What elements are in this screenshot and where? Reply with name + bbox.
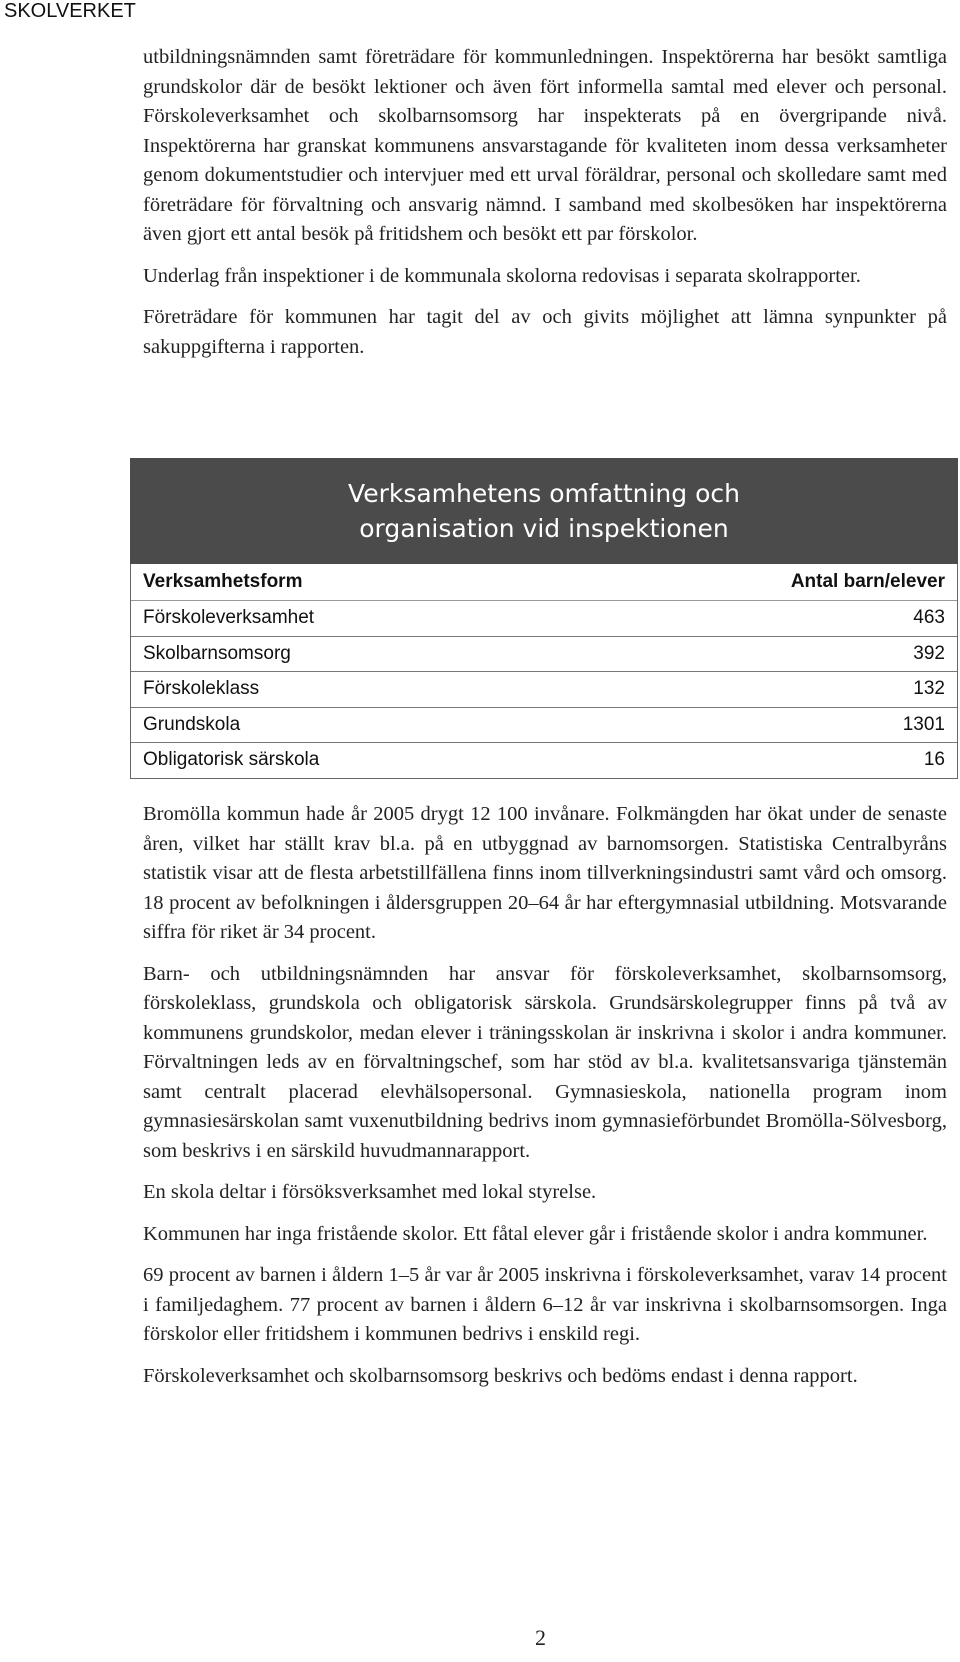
body-text bbox=[143, 800, 947, 1403]
paragraph: Barn- och utbildningsnämnden har ansvar för förskoleverksamhet, skolbarnsomsorg, förskoleklass, grundskola och obligatorisk särskola. Grundsärskolegrupper finns på två av kommunens grundskolor, medan elever i träningsskolan är inskrivna i skolor i andra kommuner. Förvaltningen leds av en förvaltningschef, som har stöd av bl.a. kvalitetsansvariga tjänstemän samt centralt placerad elevhälsopersonal. Gymnasieskola, nationella program inom gymnasiesärskolan samt vuxenutbildning bedrivs inom gymnasieförbundet Bromölla-Sölvesborg, som beskrivs i en särskild huvudmannarapport. bbox=[143, 962, 947, 1162]
table-title-bar bbox=[130, 458, 958, 564]
paragraph: Bromölla kommun hade år 2005 drygt 12 100 invånare. Folkmängden har ökat under de senaste åren, vilket har ställt krav bl.a. på en utbyggnad av barnomsorgen. Statistiska Centralbyråns statistik visar att de flesta arbetstillfällena finns inom tillverkningsindustri samt vård och omsorg. 18 procent av befolkningen i åldersgruppen 20–64 år har eftergymnasial utbildning. Motsvarande siffra för riket är 34 procent. bbox=[143, 803, 947, 943]
row-count: 1301 bbox=[902, 713, 945, 735]
table-row bbox=[131, 742, 957, 778]
table-header-row bbox=[131, 564, 957, 600]
scope-table bbox=[130, 458, 958, 779]
row-form: Skolbarnsomsorg bbox=[143, 642, 291, 664]
paragraph: utbildningsnämnden samt företrädare för kommunledningen. Inspektörerna har besökt samtliga grundskolor där de besökt lektioner och även fört informella samtal med elever och personal. Förskoleverksamhet och skolbarnsomsorg har inspekterats på en övergripande nivå. Inspektörerna har granskat kommunens ansvarstagande för kvaliteten inom dessa verksamheter genom dokumentstudier och intervjuer med ett urval föräldrar, personal och skolledare samt med företrädare för förvaltning och ansvarig nämnd. I samband med skolbesöken har inspektörerna även gjort ett antal besök på fritidshem och besökt ett par förskolor. bbox=[143, 46, 947, 245]
table-title: Verksamhetens omfattning och organisation vid inspektionen bbox=[348, 479, 740, 543]
column-header-form: Verksamhetsform bbox=[143, 571, 303, 592]
row-count: 463 bbox=[913, 607, 945, 629]
table-body bbox=[130, 564, 958, 779]
header-label: SKOLVERKET bbox=[4, 0, 136, 22]
column-header-count: Antal barn/elever bbox=[790, 571, 945, 592]
table-row bbox=[131, 671, 957, 707]
paragraph: En skola deltar i försöksverksamhet med lokal styrelse. bbox=[143, 1181, 597, 1203]
row-count: 392 bbox=[913, 642, 945, 664]
row-form: Obligatorisk särskola bbox=[143, 749, 320, 771]
row-count: 16 bbox=[923, 749, 945, 771]
table-row bbox=[131, 707, 957, 743]
row-form: Förskoleklass bbox=[143, 678, 260, 700]
row-count: 132 bbox=[913, 678, 945, 700]
row-form: Förskoleverksamhet bbox=[143, 607, 315, 629]
table-row bbox=[131, 600, 957, 636]
paragraph: Företrädare för kommunen har tagit del av och givits möjlighet att lämna synpunkter på sakuppgifterna i rapporten. bbox=[143, 306, 947, 358]
paragraph: Förskoleverksamhet och skolbarnsomsorg beskrivs och bedöms endast i denna rapport. bbox=[143, 1364, 858, 1387]
paragraph: Underlag från inspektioner i de kommunala skolorna redovisas i separata skolrapporter. bbox=[143, 264, 861, 287]
table-row bbox=[131, 636, 957, 672]
paragraph: Kommunen har inga fristående skolor. Ett fåtal elever går i fristående skolor i andra kommuner. bbox=[143, 1222, 928, 1245]
intro-text bbox=[143, 43, 947, 374]
page-number: 2 bbox=[535, 1625, 546, 1650]
paragraph: 69 procent av barnen i åldern 1–5 år var år 2005 inskrivna i förskoleverksamhet, varav 14 procent i familjedaghem. 77 procent av barnen i åldern 6–12 år var inskrivna i skolbarnsomsorgen. Inga förskolor eller fritidshem i kommunen bedrivs i enskild regi. bbox=[143, 1264, 947, 1345]
row-form: Grundskola bbox=[143, 713, 241, 735]
